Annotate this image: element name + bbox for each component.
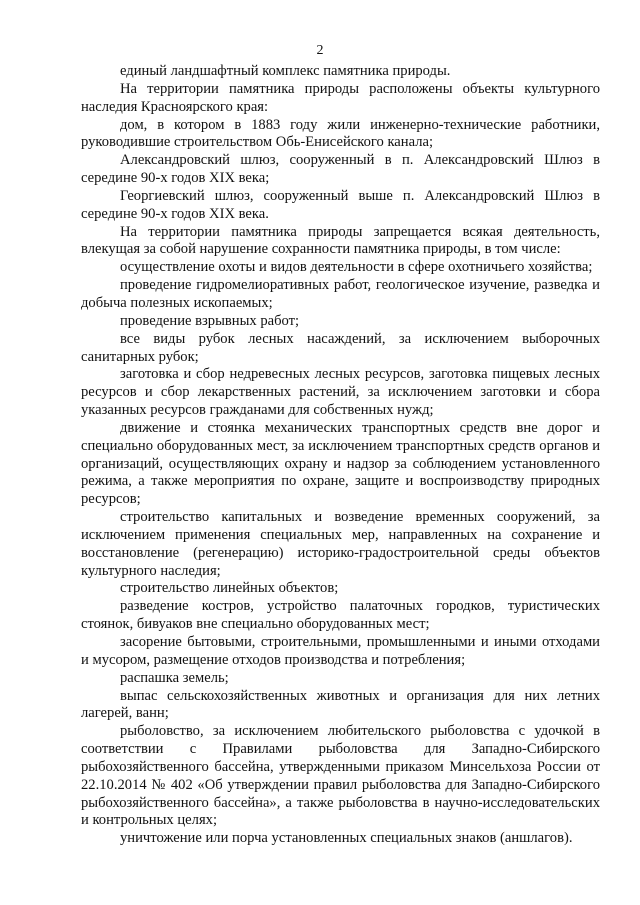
paragraph-grazing: выпас сельскохозяйственных животных и организация для них летних лагерей, ванн; [81, 687, 600, 722]
paragraph-logging: все виды рубок лесных насаждений, за исключением выборочных санитарных рубок; [81, 330, 600, 365]
paragraph-signs: уничтожение или порча установленных специальных знаков (аншлагов). [120, 830, 573, 847]
paragraph-aleksandrovsky-lock: Александровский шлюз, сооруженный в п. Александровский Шлюз в середине 90-х годов XIX века; [81, 152, 600, 187]
paragraph-littering: засорение бытовыми, строительными, промышленными и иными отходами и мусором, размещение отходов производства и потребления; [81, 634, 600, 668]
paragraph-heritage-house: дом, в котором в 1883 году жили инженерно-технические работники, руководившие строительством Обь-Енисейского канала; [81, 116, 600, 151]
paragraph-plowing: распашка земель; [120, 669, 229, 686]
paragraph-linear-objects: строительство линейных объектов; [120, 580, 339, 597]
paragraph-landscape-complex: единый ландшафтный комплекс памятника природы. [120, 63, 451, 79]
paragraph-construction: строительство капитальных и возведение временных сооружений, за исключением применения специальных мер, направленных на сохранение и восстановление (регенерацию) историко-градостроительной среды объектов культурного наследия; [81, 509, 600, 579]
paragraph-campfires: разведение костров, устройство палаточных городков, туристических стоянок, бивуаков вне специально оборудованных мест; [81, 598, 600, 633]
paragraph-hydro-geology: проведение гидромелиоративных работ, геологическое изучение, разведка и добыча полезных ископаемых; [81, 277, 600, 311]
paragraph-georgievsky-lock: Георгиевский шлюз, сооруженный выше п. Александровский Шлюз в середине 90-х годов XIX века. [81, 187, 600, 222]
page-number: 2 [316, 43, 324, 58]
paragraph-vehicles: движение и стоянка механических транспортных средств вне дорог и специально оборудованных мест, за исключением транспортных средств органов и организаций, осуществляющих охрану и надзор за соблюдением установленного режима, а также мероприятия по охране, защите и воспроизводству природных ресурсов; [81, 419, 600, 508]
paragraph-prohibitions-intro: На территории памятника природы запрещается всякая деятельность, влекущая за собой нарушение сохранности памятника природы, в том числе: [81, 223, 600, 258]
document-body [81, 63, 600, 848]
paragraph-hunting: осуществление охоты и видов деятельности в сфере охотничьего хозяйства; [120, 259, 593, 276]
paragraph-forest-resources: заготовка и сбор недревесных лесных ресурсов, заготовка пищевых лесных ресурсов и сбор лекарственных растений, за исключением заготовки и сбора указанных ресурсов гражданами для собственных нужд; [81, 366, 600, 419]
paragraph-blasting: проведение взрывных работ; [120, 312, 300, 329]
paragraph-fishing: рыболовство, за исключением любительского рыболовства с удочкой в соответствии с Правилами рыболовства для Западно-Сибирского рыбохозяйственного бассейна, утвержденными приказом Минсельхоза России от 22.10.2014 № 402 «Об утверждении правил рыболовства для Западно-Сибирского рыбохозяйственного бассейна», а также рыболовства в научно-исследовательских и контрольных целях; [81, 723, 600, 829]
paragraph-cultural-heritage-intro: На территории памятника природы расположены объекты культурного наследия Красноярского края: [81, 80, 600, 115]
